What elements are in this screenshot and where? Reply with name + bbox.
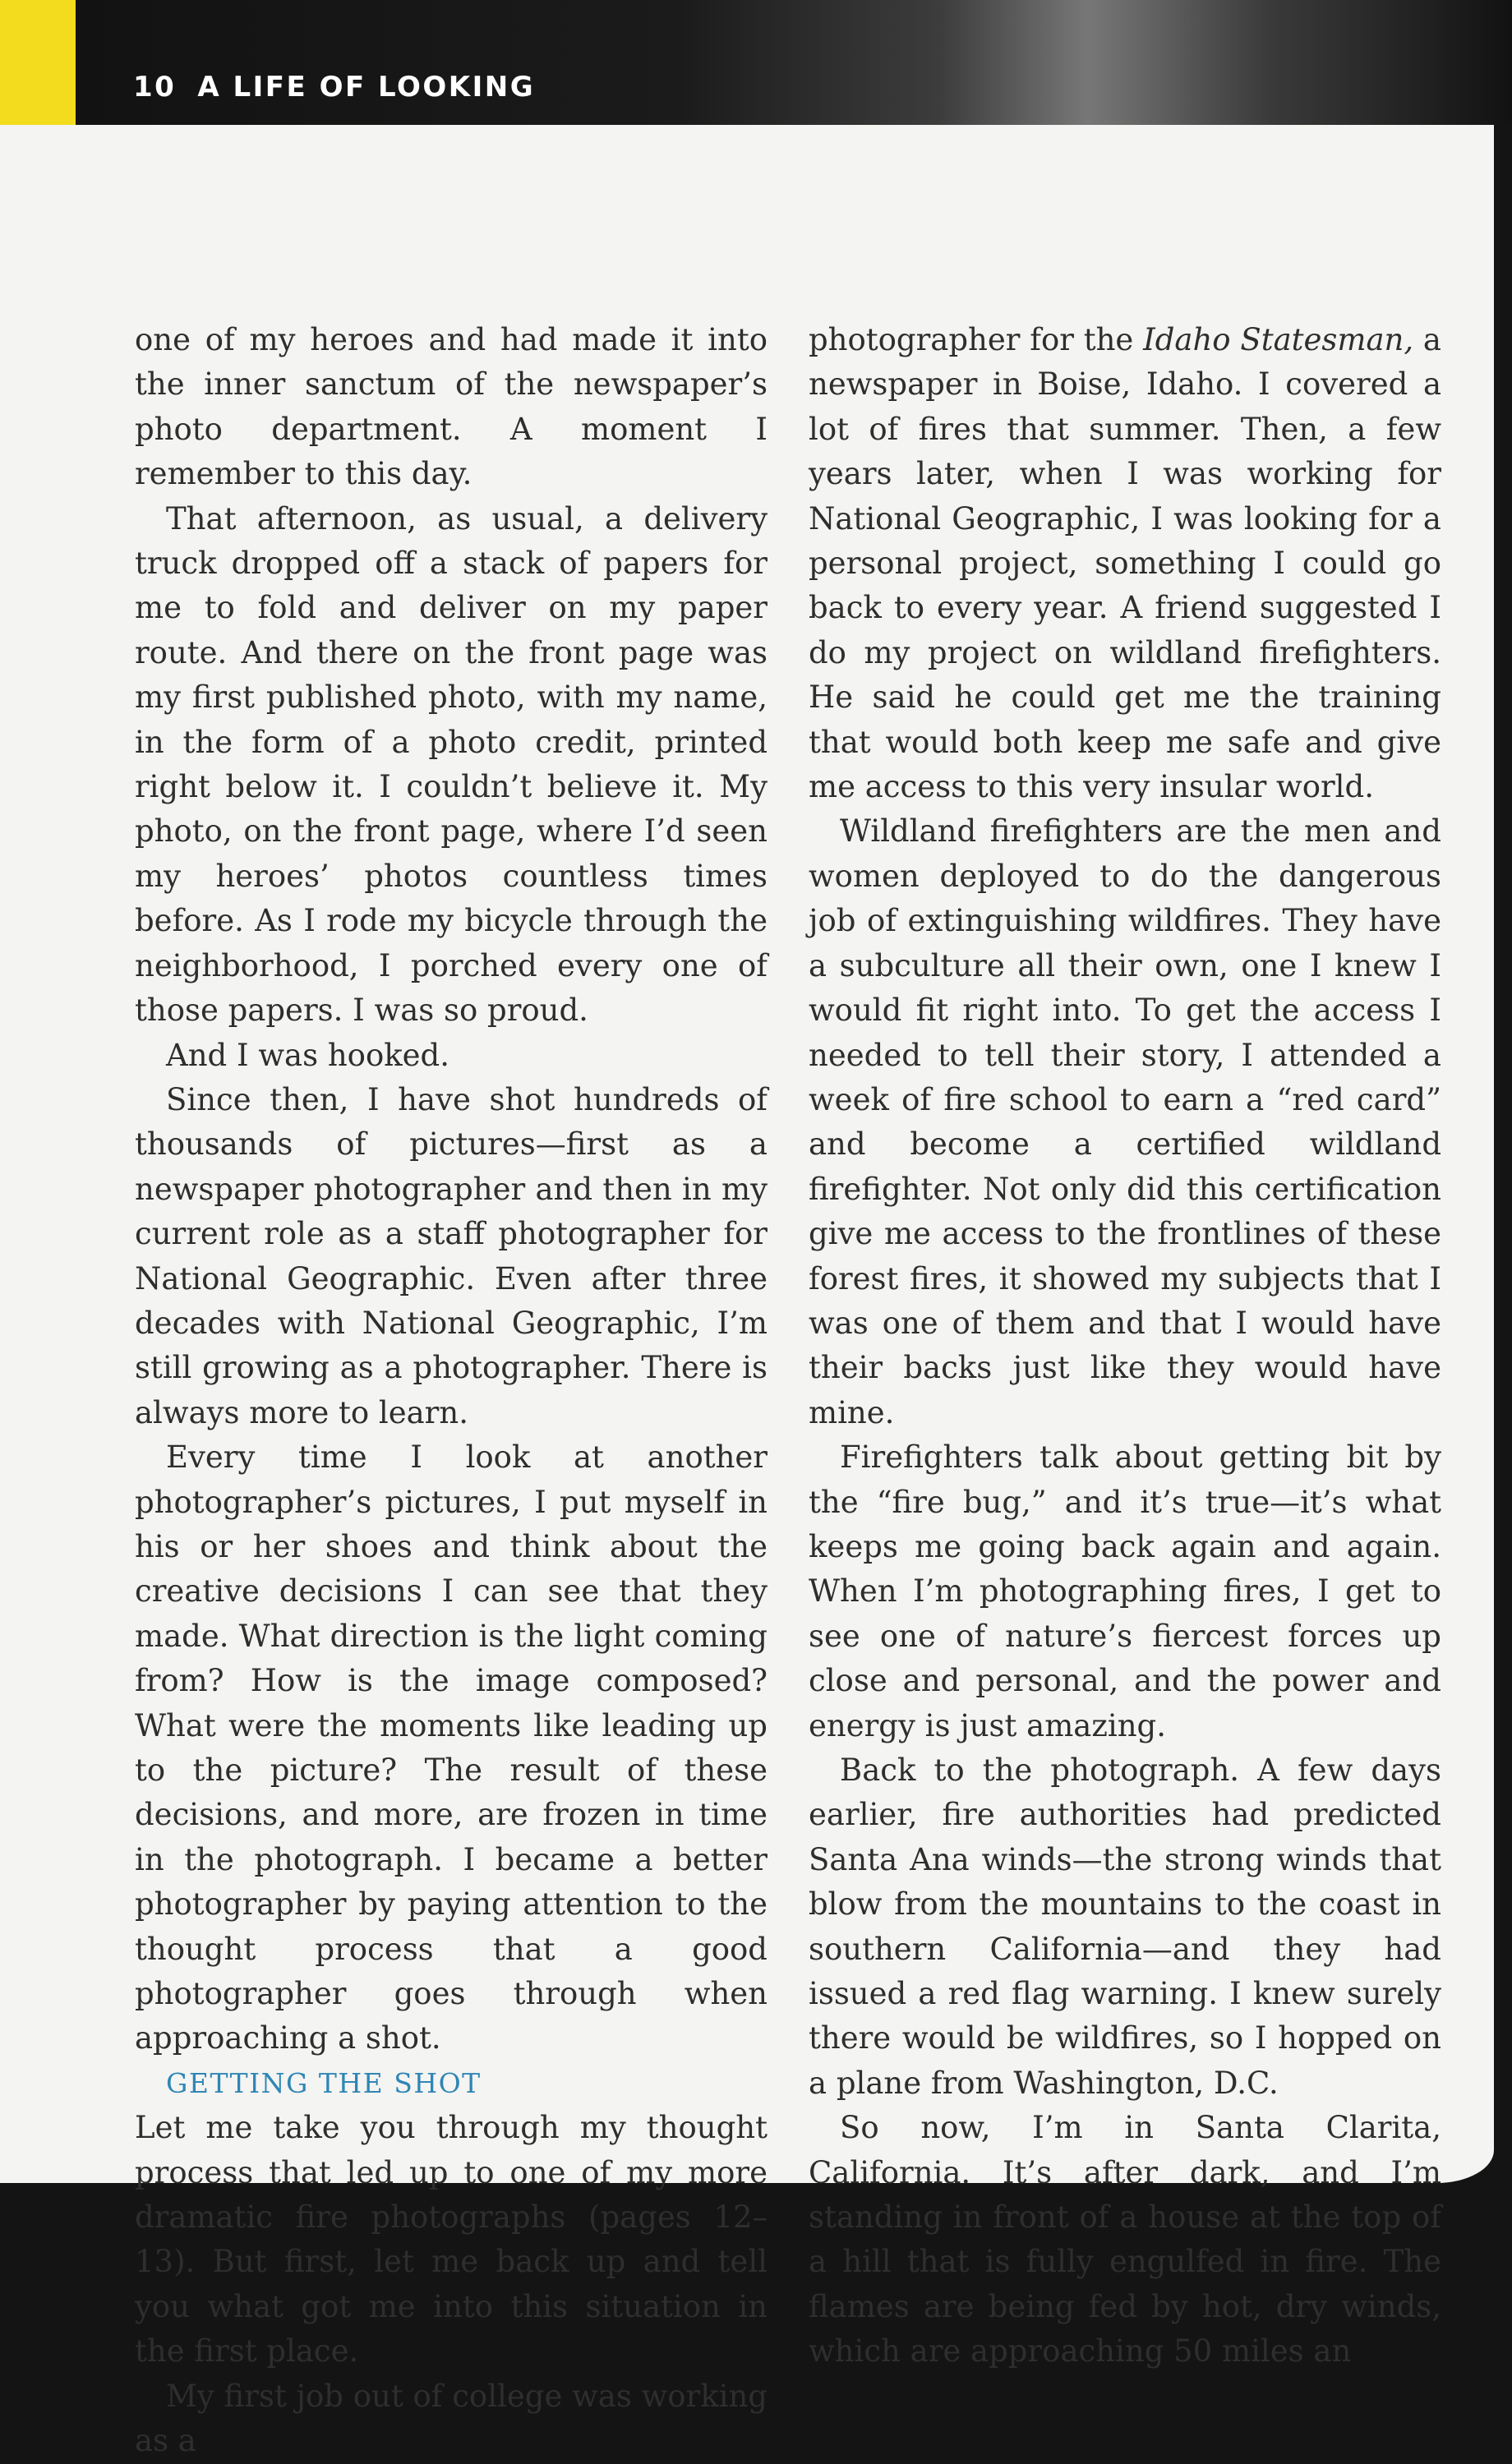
paragraph: one of my heroes and had made it into the inner sanctum of the newspaper’s photo department. A moment I remember to this day. [135,322,768,492]
header-bar [0,0,1512,125]
text-run: a newspaper in Boise, Idaho. I covered a lot of fires that summer. Then, a few years later, when I was working for National Geographic, I was looking for a personal project, something I could go back to every year. A friend suggested I do my project on wildland firefighters. He said he could get me the training that would both keep me safe and give me access to this very insular world. [809,322,1441,805]
section-subheading: GETTING THE SHOT [166,2066,482,2099]
running-head [133,71,535,104]
yellow-accent-tab [0,0,76,125]
right-text-column [809,318,1441,2374]
paragraph: Wildland firefighters are the men and women deployed to do the dangerous job of extinguishing wildfires. They have a subculture all their own, one I knew I would fit right into. To get the access I needed to tell their story, I attended a week of fire school to earn a “red card” and become a certified wildland firefighter. Not only did this certification give me access to the frontlines of these forest fires, it showed my subjects that I was one of them and that I would have their backs just like they would have mine. [809,813,1441,1430]
text-run: photographer for the [809,322,1144,357]
publication-title: Idaho Statesman, [1143,322,1414,357]
paragraph: Back to the photograph. A few days earlier, fire authorities had predicted Santa Ana winds—the strong winds that blow from the mountains to the coast in southern California—and they had issued a red flag warning. I knew surely there would be wildfires, so I hopped on a plane from Washington, D.C. [809,1752,1441,2101]
page-number: 10 [133,71,177,104]
paragraph: Firefighters talk about getting bit by the “fire bug,” and it’s true—it’s what keeps me going back again and again. When I’m photographing fires, I get to see one of nature’s fiercest forces up close and personal, and the power and energy is just amazing. [809,1439,1441,1743]
section-title: A LIFE OF LOOKING [197,71,536,104]
paragraph: Every time I look at another photographer’s pictures, I put myself in his or her shoes and think about the creative decisions I can see that they made. What direction is the light coming from? How is the image composed? What were the moments like leading up to the picture? The result of these decisions, and more, are frozen in time in the photograph. I became a better photographer by paying attention to the thought process that a good photographer goes through when approaching a shot. [135,1439,768,2056]
paragraph: Since then, I have shot hundreds of thousands of pictures—first as a newspaper photographer and then in my current role as a staff photographer for National Geographic. Even after three decades with National Geographic, I’m still growing as a photographer. There is always more to learn. [135,1081,768,1430]
paragraph: So now, I’m in Santa Clarita, California. It’s after dark, and I’m standing in front of a house at the top of a hill that is fully engulfed in fire. The flames are being fed by hot, dry winds, which are approaching 50 miles an [809,2110,1441,2370]
paragraph: That afternoon, as usual, a delivery truck dropped off a stack of papers for me to fold and deliver on my paper route. And there on the front page was my first published photo, with my name, in the form of a photo credit, printed right below it. I couldn’t believe it. My photo, on the front page, where I’d seen my heroes’ photos countless times before. As I rode my bicycle through the neighborhood, I porched every one of those papers. I was so proud. [135,500,768,1029]
paragraph: My first job out of college was working as a [135,2378,768,2459]
paragraph: Let me take you through my thought process that led up to one of my more dramatic fire photographs (pages 12–13). But first, let me back up and tell you what got me into this situation in the first place. [135,2110,768,2370]
paragraph [809,318,1441,809]
book-page [0,125,1494,2459]
paragraph: And I was hooked. [166,1037,449,1073]
left-text-column [135,318,768,2464]
